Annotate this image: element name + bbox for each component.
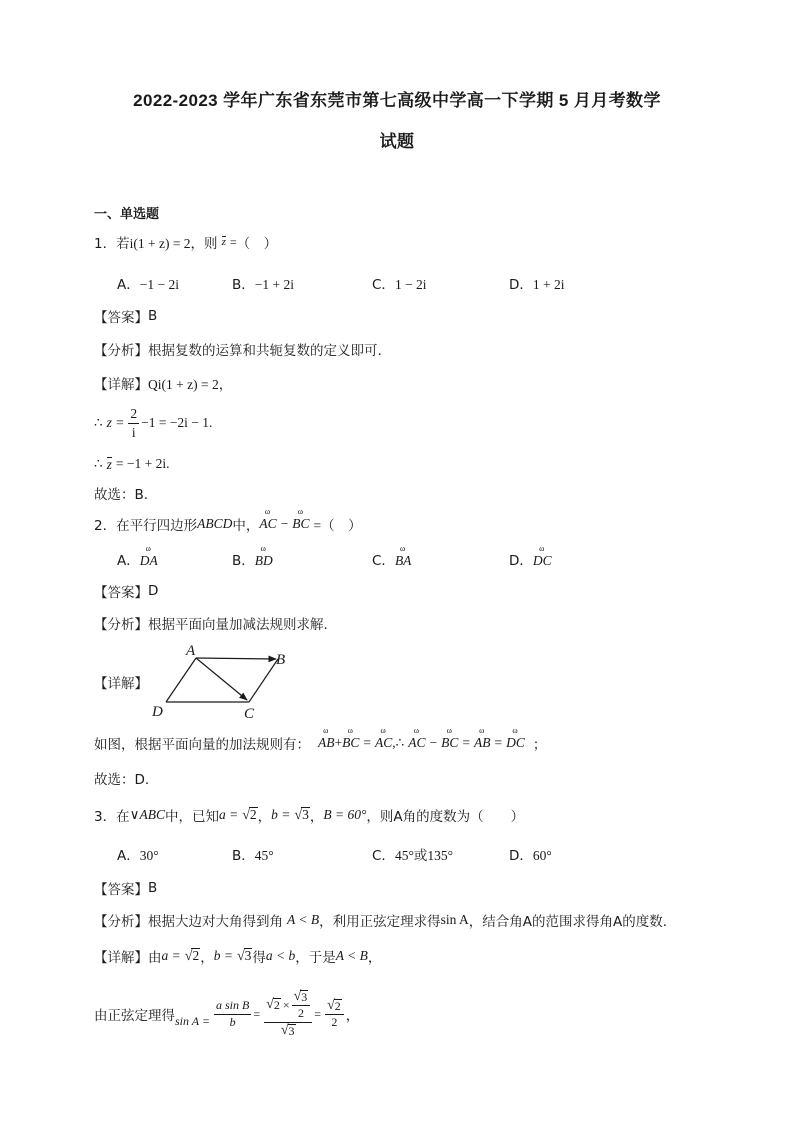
- option-letter: C．: [372, 553, 395, 569]
- edge-cb: [249, 659, 278, 702]
- answer-bracket: （ ）: [236, 236, 278, 252]
- sqrt-sign: √: [294, 807, 303, 823]
- analysis-text: 根据平面向量加减法规则求解.: [148, 617, 328, 633]
- detail-block: [94, 373, 232, 393]
- option-a: [117, 273, 179, 293]
- detail-text: 由正弦定理得: [94, 1008, 175, 1024]
- period: .: [166, 456, 170, 471]
- answer-block: [94, 581, 158, 601]
- detail-label: 【详解】: [94, 676, 148, 692]
- option-value: DC ω: [533, 553, 552, 569]
- sqrt-sign: √: [266, 997, 274, 1013]
- option-letter: D．: [509, 277, 533, 293]
- comma: ，: [257, 809, 272, 825]
- times-sign: ×: [282, 997, 290, 1012]
- comma: ，: [345, 1008, 360, 1024]
- conclusion: 故选：B.: [94, 487, 149, 503]
- detail-text: 得: [252, 950, 266, 966]
- question-2-stem: [94, 513, 362, 535]
- question-2-options: [117, 548, 597, 570]
- option-d: [509, 549, 552, 569]
- analysis-block: [94, 339, 382, 359]
- question-3-stem: [94, 804, 524, 826]
- figure-label-a: A: [186, 643, 196, 659]
- lhs: z =: [106, 415, 125, 430]
- fraction-numerator: [264, 990, 312, 1023]
- detail-text: ，于是: [295, 950, 336, 966]
- detail-fraction-line: [94, 404, 212, 442]
- option-value: 45°或135°: [394, 848, 453, 863]
- option-a: [117, 549, 158, 569]
- detail-block: [94, 945, 381, 967]
- option-letter: B．: [232, 553, 255, 569]
- page-title-line1: 2022-2023 学年广东省东莞市第七高级中学高一下学期 5 月月考数学: [133, 91, 661, 110]
- figure-label-d: D: [152, 704, 163, 720]
- vector-bc: BC ω: [441, 735, 458, 751]
- fraction-numerator: [292, 990, 311, 1006]
- lhs: sin A =: [175, 1013, 210, 1028]
- option-letter: A．: [117, 553, 140, 569]
- question-text: 中，已知: [164, 809, 219, 825]
- sqrt-sign: √: [280, 1023, 289, 1039]
- angle-b: B = 60°: [323, 807, 367, 822]
- option-letter: C．: [372, 277, 395, 293]
- parallelogram-figure: [150, 640, 300, 722]
- detail-text: 由: [148, 950, 162, 966]
- answer-label: 【答案】: [94, 585, 148, 601]
- edge-da: [166, 658, 196, 702]
- diagonal-ac: [196, 658, 247, 700]
- sqrt: [266, 998, 281, 1012]
- sqrt: [327, 999, 342, 1013]
- question-number: 1．: [94, 236, 117, 252]
- page-title-line2: 试题: [379, 132, 415, 151]
- rhs: −1 = −2i − 1.: [141, 415, 213, 430]
- rhs: = −1 + 2i: [115, 456, 167, 471]
- equals-sign: =: [314, 1006, 322, 1021]
- detail-label: 【详解】: [94, 950, 148, 966]
- option-value: BD ω: [255, 553, 273, 569]
- option-value: 1 + 2i: [532, 277, 565, 292]
- side-relation: a < b: [265, 948, 296, 963]
- vector-ab: AB ω: [318, 735, 335, 751]
- option-value: 30°: [139, 848, 159, 863]
- analysis-block: [94, 910, 667, 930]
- option-letter: D．: [509, 848, 533, 864]
- answer-label: 【答案】: [94, 310, 148, 326]
- sine-law-line: [94, 978, 359, 1050]
- therefore-sign: ∴: [94, 415, 103, 430]
- equals-sign: =: [494, 735, 503, 750]
- answer-bracket: =（ ）: [313, 518, 362, 533]
- radicand: 3: [288, 1023, 295, 1038]
- option-letter: A．: [117, 848, 140, 864]
- option-value: BA ω: [395, 553, 412, 569]
- fraction-denominator: i: [131, 424, 136, 440]
- conclusion: 故选：D.: [94, 772, 150, 788]
- sqrt: [237, 948, 252, 964]
- radicand: 2: [334, 998, 341, 1013]
- fraction-denominator: b: [229, 1014, 236, 1029]
- detail-vector-line: [94, 732, 546, 754]
- option-b: [232, 844, 274, 864]
- detail-text: 如图，根据平面向量的加法规则有：: [94, 737, 310, 753]
- radicand: 2: [273, 998, 280, 1013]
- answer-value: B: [148, 308, 158, 324]
- minus-sign: −: [429, 735, 438, 750]
- vector-ac: AC ω: [408, 735, 425, 751]
- equals-sign: =: [229, 234, 237, 249]
- sqrt: [185, 948, 200, 964]
- answer-value: D: [148, 583, 159, 599]
- vector-dc: DC ω: [506, 735, 525, 751]
- sqrt: [281, 1024, 296, 1038]
- option-c: [372, 844, 453, 864]
- figure-label-b: B: [276, 652, 286, 668]
- sqrt-sign: √: [293, 989, 302, 1005]
- fraction: [128, 406, 139, 440]
- sine-expression: sin A: [440, 912, 469, 927]
- conjugate-line: [94, 454, 169, 474]
- analysis-text: ，结合角A的范围求得角A的度数.: [468, 914, 668, 930]
- fraction: [214, 999, 251, 1030]
- sqrt-sign: √: [184, 948, 193, 964]
- detail-line: Qi(1 + z) = 2，: [148, 377, 233, 392]
- plus-sign: +: [334, 735, 343, 750]
- fraction-numerator: a sin B: [214, 999, 251, 1015]
- angle-relation: A < B: [287, 912, 320, 927]
- question-text: 在: [116, 809, 130, 825]
- analysis-text: 根据大边对大角得到角: [148, 914, 283, 930]
- option-b: [232, 273, 294, 293]
- analysis-block: [94, 613, 328, 633]
- sqrt-sign: √: [327, 997, 335, 1013]
- sqrt-sign: √: [236, 948, 245, 964]
- analysis-text: ，利用正弦定理求得: [319, 914, 441, 930]
- question-number: 2．: [94, 518, 117, 534]
- vector-ac: AC ω: [259, 516, 276, 532]
- equals-sign: =: [462, 735, 471, 750]
- analysis-label: 【分析】: [94, 617, 148, 633]
- vector-ab: AB ω: [474, 735, 491, 751]
- side-a: a =: [218, 807, 239, 822]
- answer-block: [94, 306, 157, 326]
- question-text: 在平行四边形: [116, 518, 198, 534]
- analysis-label: 【分析】: [94, 914, 148, 930]
- radicand: 3: [301, 989, 308, 1004]
- question-text: 中，: [232, 518, 260, 534]
- vector-bc: BC ω: [342, 735, 359, 751]
- page-title: [0, 86, 794, 111]
- side-b: b =: [213, 948, 233, 963]
- section-heading: 一、单选题: [94, 206, 160, 222]
- analysis-label: 【分析】: [94, 343, 148, 359]
- option-letter: B．: [232, 848, 255, 864]
- question-text: 若i(1 + z) = 2，则: [116, 236, 218, 251]
- angle-relation: A < B: [335, 948, 368, 963]
- radicand: 3: [302, 807, 309, 823]
- option-d: [509, 273, 565, 293]
- fraction: [292, 990, 311, 1021]
- option-c: [372, 273, 427, 293]
- option-a: [117, 844, 159, 864]
- side-a: a =: [161, 948, 181, 963]
- option-c: [372, 549, 411, 569]
- question-1-options: [117, 273, 597, 293]
- sqrt: [294, 990, 309, 1004]
- option-letter: C．: [372, 848, 395, 864]
- detail-label: 【详解】: [94, 377, 148, 393]
- radicand: 2: [192, 948, 200, 964]
- sqrt-sign: √: [242, 807, 250, 823]
- option-letter: A．: [117, 277, 140, 293]
- radicand: 3: [244, 948, 252, 964]
- option-value: 45°: [254, 848, 274, 863]
- option-value: DA ω: [140, 553, 158, 569]
- fraction-denominator: 2: [331, 1014, 338, 1029]
- conjugate-z: z: [221, 236, 226, 248]
- therefore-sign: ,∴: [392, 735, 405, 750]
- option-letter: B．: [232, 277, 255, 293]
- radicand: 2: [249, 807, 257, 823]
- answer-block: [94, 878, 157, 898]
- sqrt: [242, 807, 257, 823]
- answer-value: B: [148, 880, 158, 896]
- figure-label-c: C: [244, 706, 255, 722]
- fraction-denominator: 2: [297, 1006, 304, 1021]
- option-d: [509, 844, 552, 864]
- triangle-name: ∨ABC: [129, 807, 165, 822]
- option-value: −1 − 2i: [139, 277, 179, 292]
- comma: ，: [200, 950, 214, 966]
- semicolon: ；: [532, 737, 547, 753]
- option-value: 1 − 2i: [394, 277, 427, 292]
- conjugate-z: z: [106, 456, 112, 472]
- shape-name: ABCD: [197, 516, 233, 531]
- minus-sign: −: [280, 516, 289, 531]
- side-b: b =: [271, 807, 291, 822]
- question-text: ，则A角的度数为（ ）: [366, 809, 525, 825]
- option-value: −1 + 2i: [254, 277, 294, 292]
- option-letter: D．: [509, 553, 533, 569]
- fraction-numerator: 2: [128, 406, 139, 424]
- equals-sign: =: [253, 1006, 261, 1021]
- fraction-denominator: [279, 1023, 298, 1038]
- edge-ab: [196, 658, 276, 659]
- page-title-continued: [0, 127, 794, 152]
- question-1-stem: [94, 232, 277, 252]
- question-3-options: [117, 844, 597, 864]
- answer-label: 【答案】: [94, 882, 148, 898]
- vector-bc: BC ω: [292, 516, 309, 532]
- therefore-sign: ∴: [94, 456, 103, 471]
- option-b: [232, 549, 273, 569]
- option-value: 60°: [532, 848, 552, 863]
- analysis-text: 根据复数的运算和共轭复数的定义即可.: [148, 343, 382, 359]
- comma: ，: [367, 950, 382, 966]
- detail-block: [94, 672, 148, 692]
- vector-ac: AC ω: [375, 735, 392, 751]
- equals-sign: =: [363, 735, 372, 750]
- comma: ，: [309, 809, 324, 825]
- fraction: [264, 990, 312, 1038]
- fraction: [325, 999, 344, 1030]
- sqrt: [294, 807, 309, 823]
- question-number: 3．: [94, 809, 117, 825]
- fraction-numerator: [325, 999, 344, 1015]
